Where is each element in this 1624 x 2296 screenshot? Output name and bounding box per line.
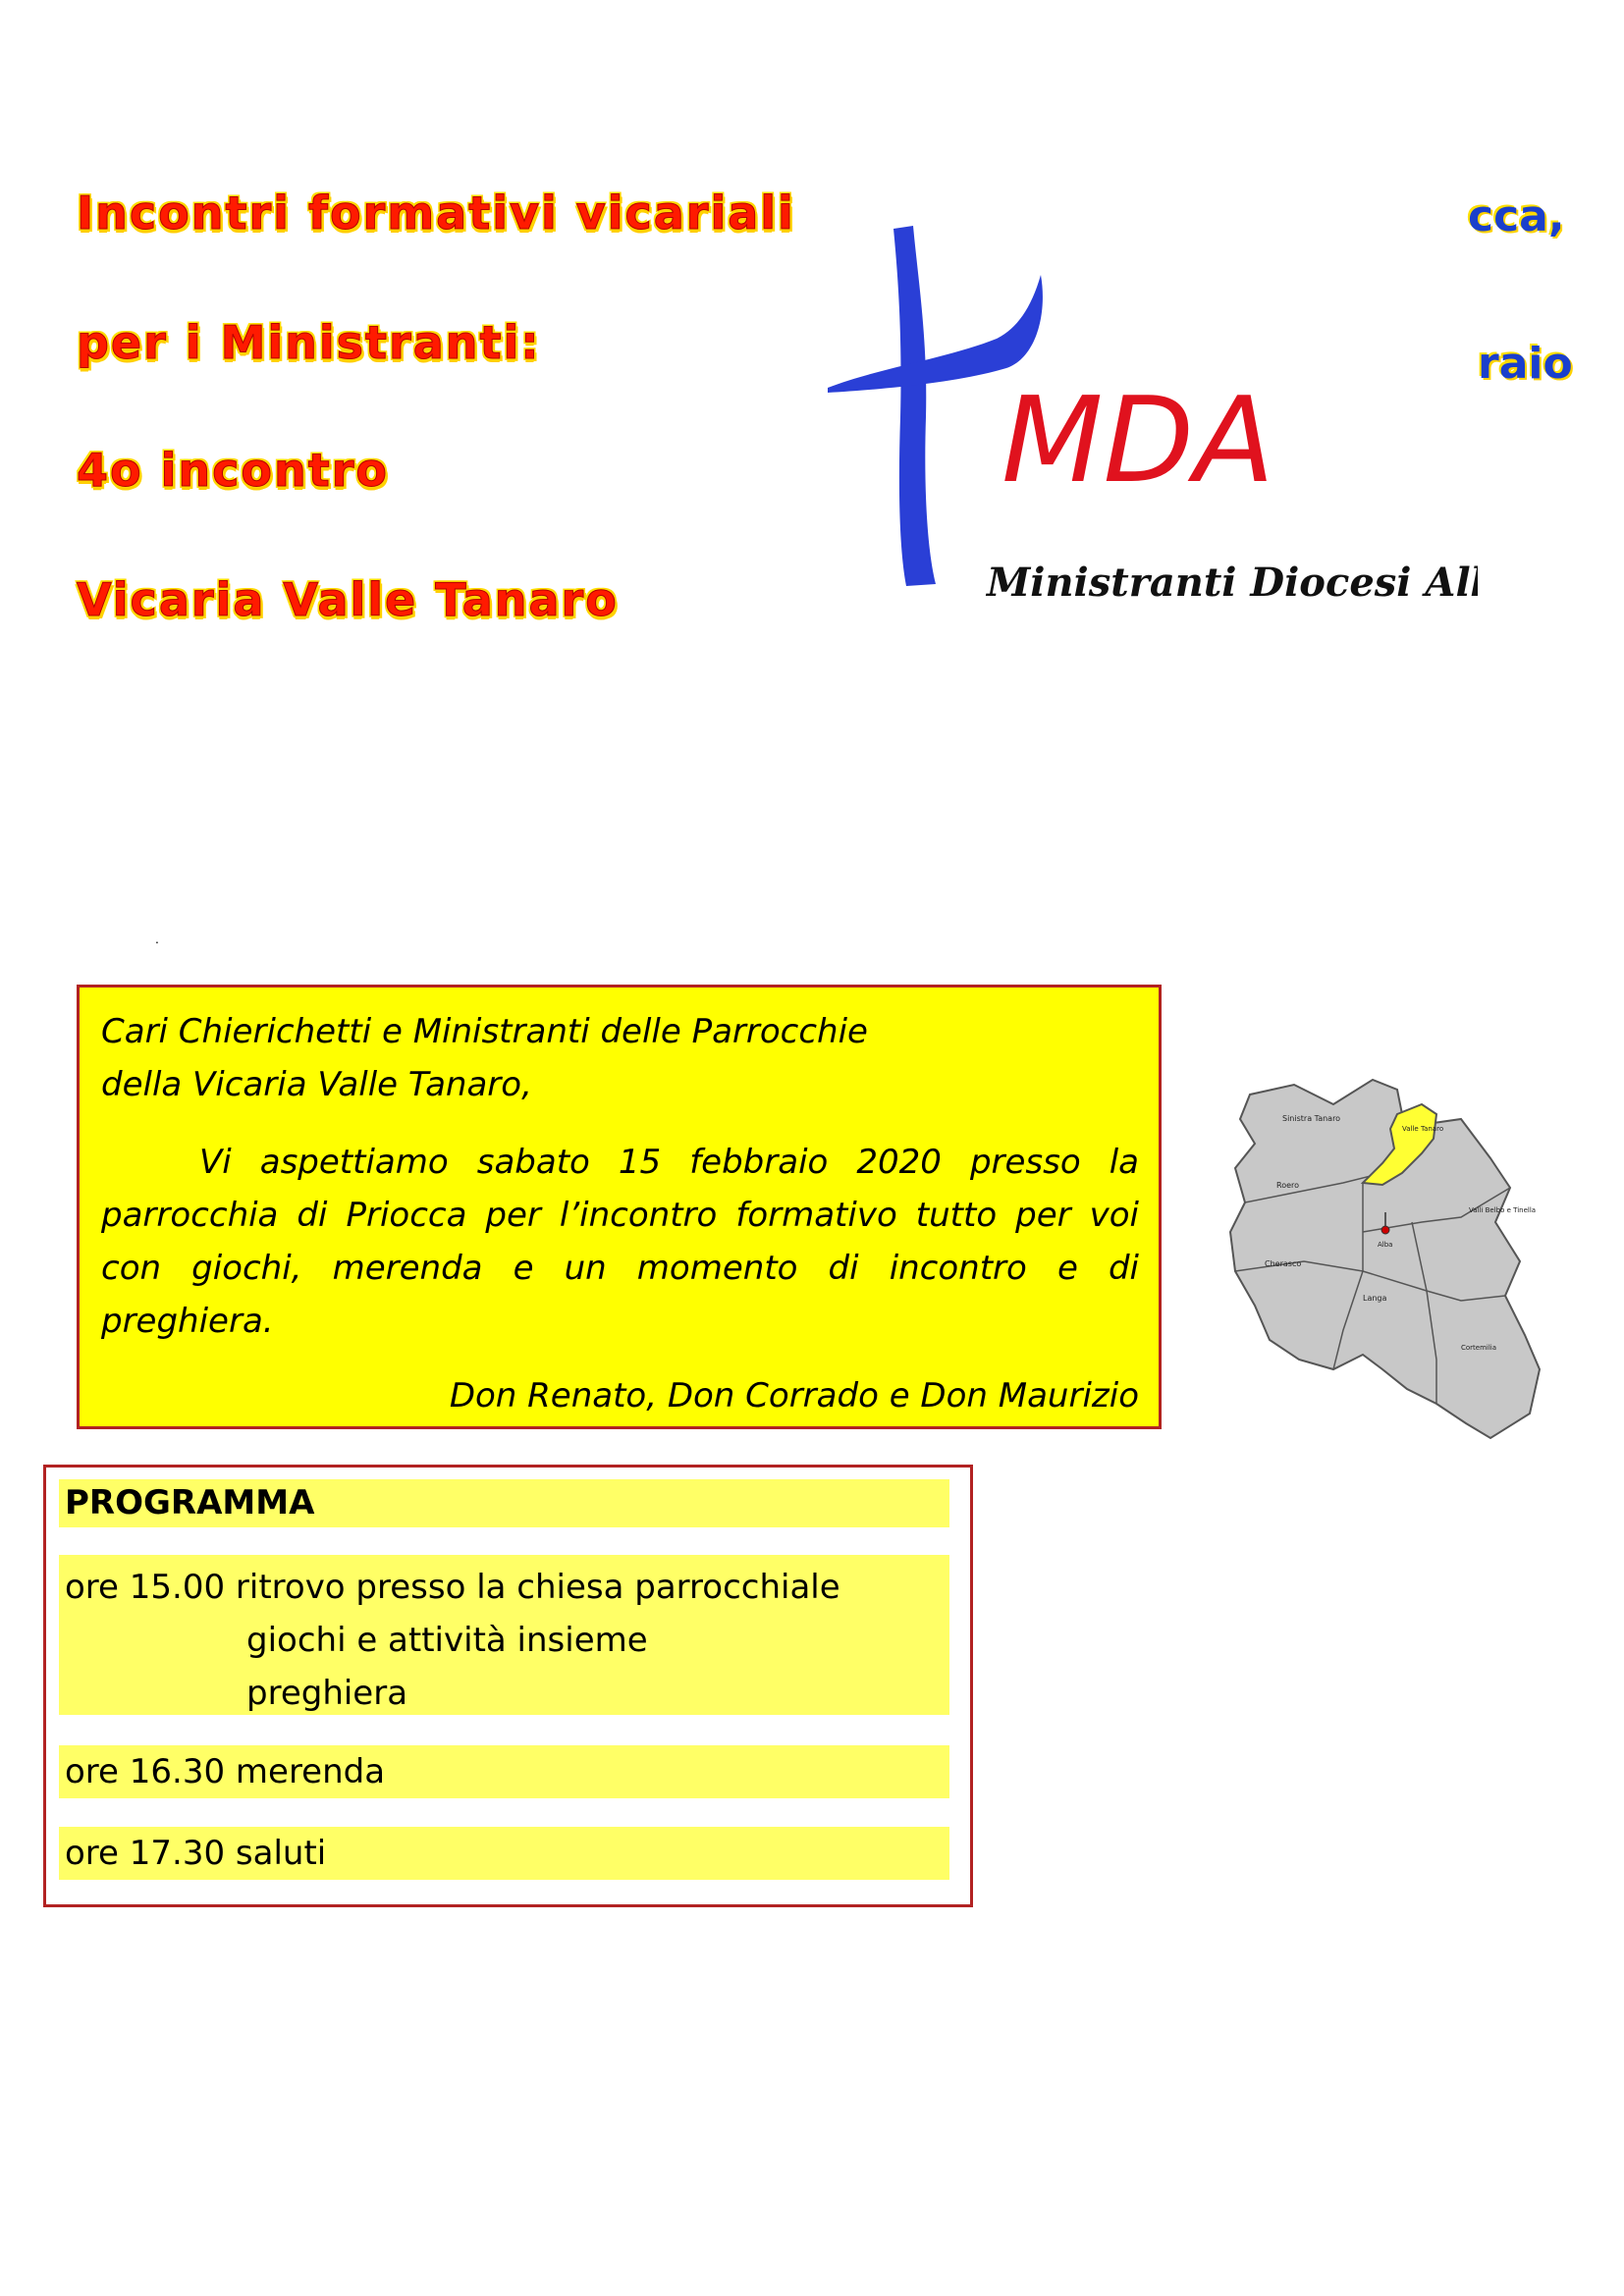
map-label-alba: Alba	[1378, 1241, 1393, 1249]
title-line-1: Incontri formativi vicariali	[77, 187, 795, 240]
title-line-2: per i Ministranti:	[77, 316, 541, 369]
program-row-1-sub1: giochi e attività insieme	[246, 1621, 648, 1660]
program-row-1	[59, 1555, 949, 1715]
greeting-line-2: della Vicaria Valle Tanaro,	[101, 1065, 532, 1104]
invitation-body: Vi aspettiamo sabato 15 febbraio 2020 presso la parrocchia di Priocca per l’incontro formativo tutto per voi con giochi, merenda e un momento di incontro e di preghiera.	[101, 1143, 1139, 1341]
mda-logo	[820, 221, 1478, 623]
hidden-text-fragment-2: raio	[1478, 339, 1573, 389]
stray-marker: .	[155, 931, 159, 946]
program-row-2: ore 16.30 merenda	[59, 1745, 949, 1798]
program-heading: PROGRAMMA	[59, 1479, 949, 1527]
title-line-4: Vicaria Valle Tanaro	[77, 573, 619, 626]
invitation-letter	[77, 985, 1162, 1429]
map-label-sinistra-tanaro: Sinistra Tanaro	[1282, 1114, 1341, 1123]
hidden-text-fragment-1: cca,	[1468, 191, 1565, 241]
map-label-roero: Roero	[1276, 1181, 1300, 1190]
map-label-cortemilia: Cortemilia	[1461, 1344, 1497, 1352]
logo-subtitle: Ministranti Diocesi Alba	[987, 560, 1478, 606]
signature: Don Renato, Don Corrado e Don Maurizio	[449, 1376, 1139, 1415]
alba-marker-icon	[1381, 1226, 1389, 1234]
program-row-1-sub2: preghiera	[246, 1674, 408, 1713]
map-label-valle-tanaro: Valle Tanaro	[1402, 1125, 1444, 1133]
map-label-cherasco: Cherasco	[1265, 1259, 1302, 1268]
diocese-map	[1225, 1075, 1549, 1443]
greeting-line-1: Cari Chierichetti e Ministranti delle Parrocchie	[101, 1012, 868, 1051]
program-box	[43, 1465, 973, 1907]
logo-acronym: MDA	[1001, 373, 1275, 509]
map-label-langa: Langa	[1363, 1294, 1387, 1303]
program-row-3: ore 17.30 saluti	[59, 1827, 949, 1880]
title-line-3: 4o incontro	[77, 444, 390, 497]
map-label-valli-belbo: Valli Belbo e Tinella	[1469, 1206, 1537, 1214]
program-row-1-main: ore 15.00 ritrovo presso la chiesa parrocchiale	[65, 1568, 840, 1607]
